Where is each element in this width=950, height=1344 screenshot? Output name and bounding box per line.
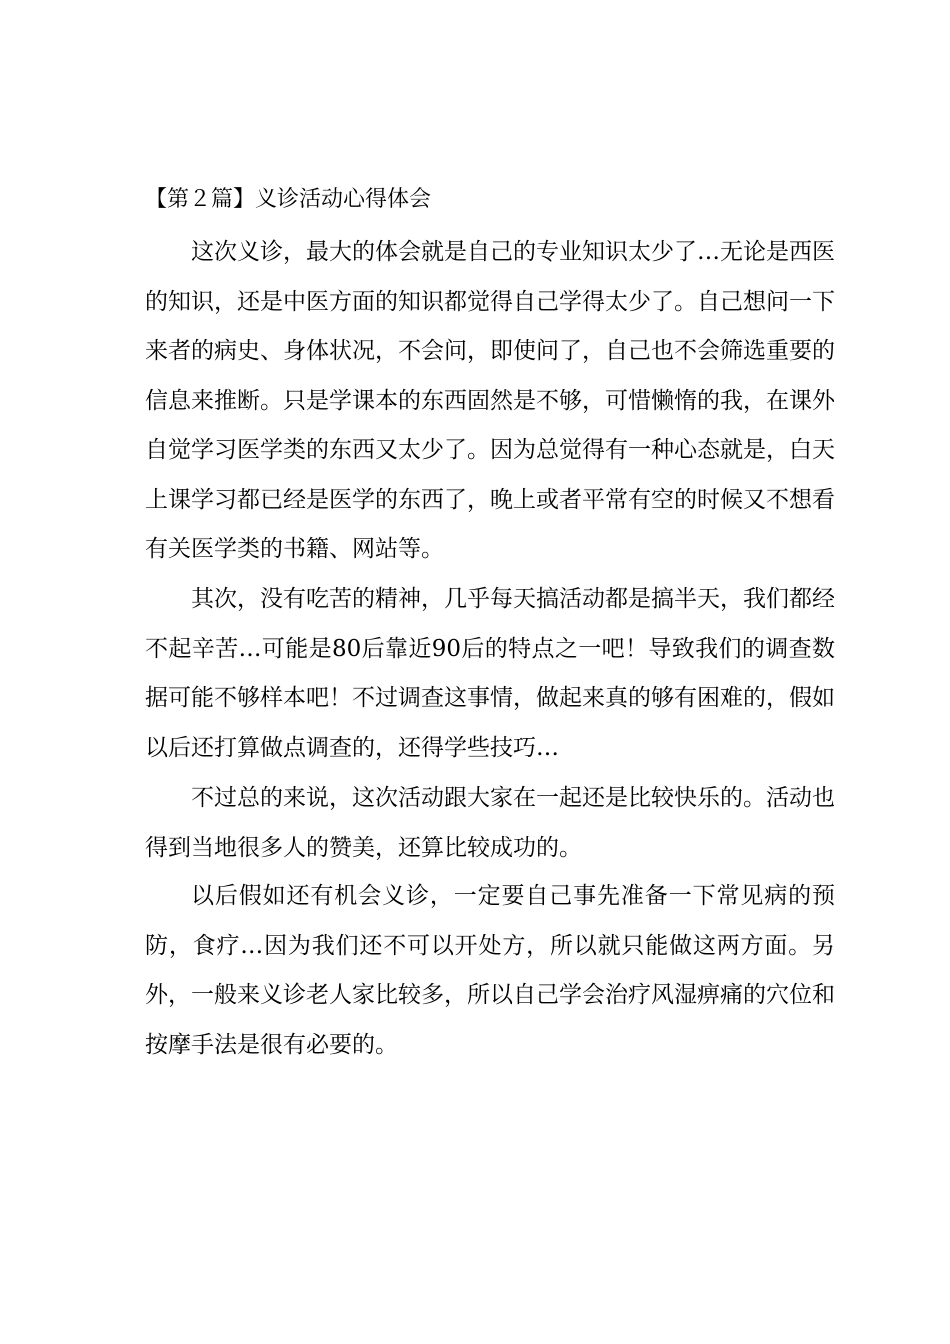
paragraph-2: 其次，没有吃苦的精神，几乎每天搞活动都是搞半天，我们都经不起辛苦…可能是80后靠近90后的特点之一吧！导致我们的调查数据可能不够样本吧！不过调查这事情，做起来真的够有困难的，假如以后还打算做点调查的，还得学些技巧…: [145, 586, 835, 761]
paragraph-1: 这次义诊，最大的体会就是自己的专业知识太少了…无论是西医的知识，还是中医方面的知识都觉得自己学得太少了。自己想问一下来者的病史、身体状况，不会问，即使问了，自己也不会筛选重要的信息来推断。只是学课本的东西固然是不够，可惜懒惰的我，在课外自觉学习医学类的东西又太少了。因为总觉得有一种心态就是，白天上课学习都已经是医学的东西了，晚上或者平常有空的时候又不想看有关医学类的书籍、网站等。: [145, 239, 835, 562]
document-title: 【第２篇】义诊活动心得体会: [145, 187, 432, 212]
paragraph-3: 不过总的来说，这次活动跟大家在一起还是比较快乐的。活动也得到当地很多人的赞美，还算比较成功的。: [145, 785, 835, 861]
paragraph-4: 以后假如还有机会义诊，一定要自己事先准备一下常见病的预防，食疗…因为我们还不可以开处方，所以就只能做这两方面。另外，一般来义诊老人家比较多，所以自己学会治疗风湿痹痛的穴位和按摩手法是很有必要的。: [145, 883, 835, 1058]
